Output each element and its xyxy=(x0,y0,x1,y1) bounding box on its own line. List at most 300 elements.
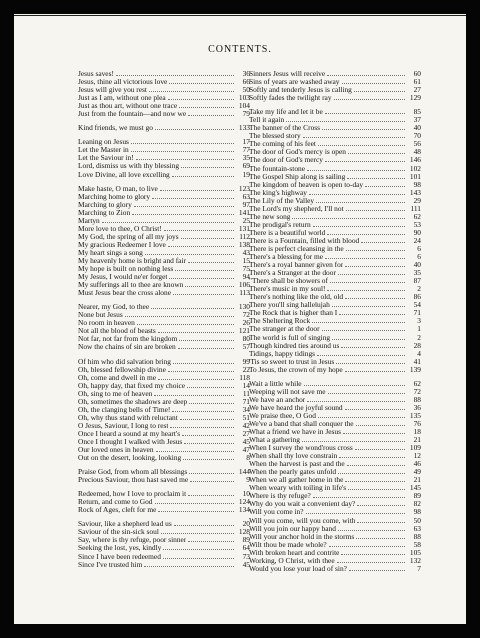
dot-leader xyxy=(348,153,405,154)
contents-entry xyxy=(78,241,250,249)
entry-page-number: 141 xyxy=(238,207,250,217)
contents-entry xyxy=(249,396,421,404)
dot-leader xyxy=(327,290,405,291)
entry-page-number: 26 xyxy=(242,318,250,328)
dot-leader xyxy=(343,433,405,434)
entry-page-number: 112 xyxy=(239,231,250,241)
entry-page-number: 98 xyxy=(413,179,421,189)
dot-leader xyxy=(345,266,405,267)
entry-title: Rock of Ages, cleft for me xyxy=(78,506,157,515)
entry-title: 'Tis so sweet to trust in Jesus xyxy=(249,357,335,366)
dot-leader xyxy=(155,129,234,130)
entry-page-number: 41 xyxy=(413,356,421,366)
contents-entry xyxy=(78,171,250,179)
dot-leader xyxy=(151,308,234,309)
contents-entry xyxy=(249,293,421,301)
contents-entry xyxy=(78,335,250,343)
entry-page-number: 48 xyxy=(413,147,421,157)
contents-entry xyxy=(78,414,250,422)
entry-page-number: 133 xyxy=(238,123,250,133)
dot-leader xyxy=(179,107,234,108)
contents-entry xyxy=(249,86,421,94)
entry-title: Just from the fountain—and now we xyxy=(78,110,187,119)
entry-page-number: 61 xyxy=(413,77,421,87)
entry-title: Jesus saves! xyxy=(78,70,114,78)
entry-title: Marching to Zion xyxy=(78,208,131,217)
contents-entry xyxy=(78,327,250,335)
dot-leader xyxy=(338,473,405,474)
dot-leader xyxy=(325,113,405,114)
entry-title: Praise God, from whom all blessings xyxy=(78,468,188,477)
entry-page-number: 144 xyxy=(238,467,250,477)
entry-page-number: 45 xyxy=(242,436,250,446)
contents-entry xyxy=(249,317,421,325)
dot-leader xyxy=(347,465,405,466)
entry-title: My sufferings all to thee are known xyxy=(78,281,184,290)
dot-leader xyxy=(322,129,405,130)
entry-title: Oh, the clanging bells of Time! xyxy=(78,405,171,414)
entry-page-number: 99 xyxy=(242,356,250,366)
entry-title: Let the Saviour in! xyxy=(78,154,134,163)
dot-leader xyxy=(356,538,405,539)
entry-title: The stranger at the door xyxy=(249,325,320,334)
dot-leader xyxy=(158,379,234,380)
dot-leader xyxy=(144,566,234,567)
entry-title: Wait a little while xyxy=(249,379,302,388)
entry-page-number: 146 xyxy=(409,155,421,165)
entry-page-number: 101 xyxy=(409,171,421,181)
entry-page-number: 24 xyxy=(413,235,421,245)
entry-title: Saviour, like a shepherd lead us xyxy=(78,520,172,529)
contents-entry xyxy=(249,70,421,78)
entry-page-number: 123 xyxy=(238,183,250,193)
entry-page-number: 45 xyxy=(242,559,250,569)
entry-page-number: 43 xyxy=(242,247,250,257)
entry-title: Leaning on Jesus xyxy=(78,138,129,147)
entry-title: No room in heaven xyxy=(78,319,135,328)
dot-leader xyxy=(156,451,234,452)
entry-title: Oh, come and dwell in me xyxy=(78,373,156,382)
entry-page-number: 89 xyxy=(413,491,421,501)
contents-entry xyxy=(78,438,250,446)
dot-leader xyxy=(357,505,405,506)
entry-page-number: 88 xyxy=(413,394,421,404)
dot-leader xyxy=(125,316,234,317)
contents-entry xyxy=(249,420,421,428)
entry-page-number: 15 xyxy=(242,255,250,265)
entry-page-number: 9 xyxy=(246,475,250,485)
entry-page-number: 11 xyxy=(242,388,250,398)
dot-leader xyxy=(188,115,234,116)
contents-entry xyxy=(78,217,250,225)
entry-page-number: 27 xyxy=(413,85,421,95)
contents-entry xyxy=(78,544,250,552)
dot-leader xyxy=(168,99,234,100)
entry-title: Oh, blessed fellowship divine xyxy=(78,365,166,374)
contents-entry xyxy=(78,498,250,506)
entry-page-number: 49 xyxy=(413,467,421,477)
entry-page-number: 76 xyxy=(413,418,421,428)
entry-title: Just as thou art, without one trace xyxy=(78,102,178,111)
entry-page-number: 56 xyxy=(413,139,421,149)
contents-entry xyxy=(249,261,421,269)
dot-leader xyxy=(342,83,405,84)
entry-page-number: 86 xyxy=(413,292,421,302)
contents-entry xyxy=(78,225,250,233)
dot-leader xyxy=(327,234,405,235)
entry-title: The coming of his feet xyxy=(249,140,316,149)
contents-entry xyxy=(78,398,250,406)
dot-leader xyxy=(339,457,405,458)
entry-page-number: 14 xyxy=(242,380,250,390)
entry-page-number: 63 xyxy=(413,523,421,533)
contents-entry xyxy=(249,388,421,396)
entry-title: There is a Fountain, filled with blood xyxy=(249,236,360,245)
dot-leader xyxy=(173,363,234,364)
entry-title: The Lord's my shepherd, I'll not xyxy=(249,204,344,213)
contents-entry xyxy=(249,358,421,366)
dot-leader xyxy=(181,238,234,239)
dot-leader xyxy=(354,91,405,92)
entry-title: There's nothing like the old, old xyxy=(249,293,344,302)
dot-leader xyxy=(161,533,234,534)
dot-leader xyxy=(347,178,405,179)
entry-page-number: 75 xyxy=(242,264,250,274)
dot-leader xyxy=(169,83,234,84)
contents-entry xyxy=(249,325,421,333)
contents-entry xyxy=(249,350,421,358)
dot-leader xyxy=(149,91,234,92)
entry-page-number: 145 xyxy=(409,483,421,493)
entry-page-number: 7 xyxy=(417,563,421,573)
entry-page-number: 6 xyxy=(417,243,421,253)
entry-page-number: 134 xyxy=(238,505,250,515)
entry-title: When we all gather home in the xyxy=(249,476,344,485)
entry-title: Return, and come to God xyxy=(78,498,153,507)
entry-title: We have an anchor xyxy=(249,395,306,404)
dot-leader xyxy=(160,190,234,191)
entry-page-number: 20 xyxy=(242,519,250,529)
entry-title: The fountain-stone xyxy=(249,164,306,173)
entry-page-number: 1 xyxy=(417,324,421,334)
contents-entry xyxy=(78,561,250,569)
dot-leader xyxy=(184,443,234,444)
contents-entry xyxy=(249,309,421,317)
entry-page-number: 37 xyxy=(413,115,421,125)
dot-leader xyxy=(178,348,234,349)
entry-title: Saviour of the sin-sick soul xyxy=(78,528,159,537)
contents-entry xyxy=(78,146,250,154)
entry-title: To Jesus, the crown of my hope xyxy=(249,365,343,374)
entry-page-number: 46 xyxy=(413,459,421,469)
entry-page-number: 94 xyxy=(242,272,250,282)
entry-title: Not all the blood of beasts xyxy=(78,327,156,336)
dot-leader xyxy=(116,75,234,76)
contents-entry xyxy=(78,86,250,94)
contents-entry xyxy=(249,460,421,468)
contents-entry xyxy=(249,285,421,293)
contents-entry xyxy=(78,249,250,257)
dot-leader xyxy=(345,371,405,372)
entry-title: The Lily of the Valley xyxy=(249,196,315,205)
dot-leader xyxy=(172,411,234,412)
entry-title: We praise thee, O God xyxy=(249,411,316,420)
top-border-rule xyxy=(14,15,466,16)
dot-leader xyxy=(182,435,234,436)
entry-page-number: 71 xyxy=(413,308,421,318)
dot-leader xyxy=(339,314,405,315)
dot-leader xyxy=(322,330,405,331)
entry-page-number: 113 xyxy=(239,288,250,298)
entry-title: Oh, sometimes the shadows are deep xyxy=(78,397,188,406)
contents-entry xyxy=(78,446,250,454)
entry-page-number: 121 xyxy=(238,326,250,336)
dot-leader xyxy=(179,340,234,341)
entry-title: There is a beautiful world xyxy=(249,228,326,237)
dot-leader xyxy=(345,298,405,299)
entry-page-number: 6 xyxy=(417,252,421,262)
contents-entry xyxy=(78,162,250,170)
entry-title: Jesus will give you rest xyxy=(78,86,147,95)
contents-entry xyxy=(249,181,421,189)
entry-title: Lord, dismiss us with thy blessing xyxy=(78,162,180,171)
entry-page-number: 88 xyxy=(413,531,421,541)
contents-entry xyxy=(78,520,250,528)
entry-title: Will you join our happy band xyxy=(249,524,336,533)
contents-entry xyxy=(249,277,421,285)
contents-entry xyxy=(249,229,421,237)
entry-title: Kind friends, we must go xyxy=(78,124,153,133)
entry-page-number: 70 xyxy=(413,131,421,141)
entry-page-number: 62 xyxy=(413,211,421,221)
entry-page-number: 18 xyxy=(413,427,421,437)
contents-entry xyxy=(249,380,421,388)
entry-page-number: 50 xyxy=(413,515,421,525)
entry-title: The world is full of singing xyxy=(249,333,331,342)
entry-title: With broken heart and contrite xyxy=(249,548,340,557)
contents-entry xyxy=(249,132,421,140)
entry-title: Oh, why thus stand with reluctant xyxy=(78,413,178,422)
entry-title: Once I heard a sound at my heart's xyxy=(78,429,181,438)
contents-entry xyxy=(78,319,250,327)
entry-page-number: 77 xyxy=(242,145,250,155)
contents-entry xyxy=(78,430,250,438)
entry-page-number: 2 xyxy=(417,332,421,342)
entry-page-number: 29 xyxy=(413,195,421,205)
dot-leader xyxy=(168,371,234,372)
entry-page-number: 54 xyxy=(413,300,421,310)
entry-page-number: 3 xyxy=(417,316,421,326)
entry-title: Oh, happy day, that fixed my choice xyxy=(78,381,186,390)
dot-leader xyxy=(172,176,234,177)
contents-entry xyxy=(249,269,421,277)
entry-title: When weary with toiling in life's xyxy=(249,484,347,493)
entry-title: O Jesus, Saviour, I long to rest xyxy=(78,421,169,430)
entry-title: Our loved ones in heaven xyxy=(78,446,154,455)
hymnal-contents-page xyxy=(14,14,466,624)
dot-leader xyxy=(337,562,405,563)
entry-title: We've a band that shall conquer the xyxy=(249,419,354,428)
entry-page-number: 105 xyxy=(409,547,421,557)
dot-leader xyxy=(155,503,234,504)
entry-page-number: 87 xyxy=(413,276,421,286)
dot-leader xyxy=(292,218,405,219)
contents-entry xyxy=(249,189,421,197)
contents-entry xyxy=(78,138,250,146)
dot-leader xyxy=(170,427,234,428)
entry-title: Let the Master in xyxy=(78,146,129,155)
contents-entry xyxy=(249,237,421,245)
entry-title: The king's highway xyxy=(249,188,307,197)
contents-entry xyxy=(249,452,421,460)
dot-leader xyxy=(318,417,405,418)
entry-page-number: 131 xyxy=(238,223,250,233)
contents-entry xyxy=(78,94,250,102)
entry-title: Sinners Jesus will receive xyxy=(249,70,326,78)
contents-entry xyxy=(78,289,250,297)
dot-leader xyxy=(164,230,234,231)
contents-entry xyxy=(249,557,421,565)
entry-page-number: 40 xyxy=(413,123,421,133)
entry-title: There's music in my soul! xyxy=(249,285,326,294)
dot-leader xyxy=(312,322,405,323)
dot-leader xyxy=(345,481,405,482)
entry-title: My Jesus, I would ne'er forget xyxy=(78,273,168,282)
contents-entry xyxy=(78,506,250,514)
entry-title: My heavenly home is bright and fair xyxy=(78,256,186,265)
contents-entry xyxy=(249,517,421,525)
contents-entry xyxy=(78,536,250,544)
entry-title: Jesus, thine all victorious love xyxy=(78,78,168,87)
dot-leader xyxy=(102,222,234,223)
dot-leader xyxy=(180,419,234,420)
contents-entry xyxy=(78,185,250,193)
contents-entry xyxy=(78,454,250,462)
entry-title: Take my life and let it be xyxy=(249,108,323,117)
entry-title: There's a royal banner given for xyxy=(249,261,344,270)
entry-title: What a gathering xyxy=(249,436,300,445)
dot-leader xyxy=(365,186,405,187)
entry-page-number: 58 xyxy=(413,539,421,549)
dot-leader xyxy=(361,242,405,243)
entry-page-number: 36 xyxy=(242,69,250,78)
entry-title: Marching home to glory xyxy=(78,192,151,201)
dot-leader xyxy=(188,262,234,263)
entry-title: When the harvest is past and the xyxy=(249,460,345,469)
entry-title: Martyn xyxy=(78,216,100,225)
dot-leader xyxy=(187,387,234,388)
dot-leader xyxy=(330,282,405,283)
entry-page-number: 106 xyxy=(238,280,250,290)
entry-page-number: 130 xyxy=(238,302,250,312)
entry-page-number: 98 xyxy=(413,507,421,517)
entry-page-number: 129 xyxy=(409,93,421,103)
contents-entry xyxy=(78,124,250,132)
contents-entry xyxy=(78,265,250,273)
dot-leader xyxy=(318,145,405,146)
contents-entry xyxy=(78,154,250,162)
entry-title: What a friend we have in Jesus xyxy=(249,428,341,437)
contents-entry xyxy=(249,412,421,420)
entry-title: Will you come, will you come, with xyxy=(249,516,356,525)
entry-page-number: 22 xyxy=(242,364,250,374)
dot-leader xyxy=(188,495,234,496)
entry-title: The Gospel Ship along is sailing xyxy=(249,172,346,181)
entry-page-number: 50 xyxy=(242,85,250,95)
dot-leader xyxy=(136,159,234,160)
entry-page-number: 40 xyxy=(413,260,421,270)
contents-entry xyxy=(249,476,421,484)
contents-entry xyxy=(249,492,421,500)
entry-page-number: 8 xyxy=(246,453,250,463)
contents-entry xyxy=(78,468,250,476)
contents-entry xyxy=(249,484,421,492)
dot-leader xyxy=(325,161,405,162)
contents-entry xyxy=(249,301,421,309)
contents-entry xyxy=(249,197,421,205)
entry-page-number: 42 xyxy=(242,420,250,430)
dot-leader xyxy=(328,393,405,394)
contents-entry xyxy=(249,156,421,164)
entry-title: Will you come in? xyxy=(249,508,304,517)
contents-entry xyxy=(249,508,421,516)
entry-page-number: 85 xyxy=(413,107,421,117)
dot-leader xyxy=(183,459,234,460)
entry-page-number: 109 xyxy=(409,443,421,453)
dot-leader xyxy=(346,210,405,211)
entry-page-number: 97 xyxy=(242,199,250,209)
entry-title: My heart sings a song xyxy=(78,248,143,257)
contents-entry xyxy=(249,500,421,508)
entry-title: Not far, not far from the kingdom xyxy=(78,335,178,344)
dot-leader xyxy=(316,202,405,203)
entry-title: Once I thought I walked with Jesus xyxy=(78,437,183,446)
contents-entry xyxy=(249,245,421,253)
entry-title: "There shall be showers of xyxy=(249,277,328,286)
entry-page-number: 62 xyxy=(413,378,421,388)
dot-leader xyxy=(302,441,405,442)
dot-leader xyxy=(286,121,405,122)
contents-entry xyxy=(78,358,250,366)
entry-title: The door of God's mercy xyxy=(249,156,323,165)
contents-entry xyxy=(249,94,421,102)
contents-entry xyxy=(78,406,250,414)
contents-entry xyxy=(78,476,250,484)
entry-title: Since I've trusted him xyxy=(78,560,143,569)
entry-title: The Sheltering Rock xyxy=(249,317,311,326)
dot-leader xyxy=(349,570,405,571)
entry-page-number: 21 xyxy=(413,435,421,445)
entry-title: Nearer, my God, to thee xyxy=(78,303,150,312)
entry-page-number: 35 xyxy=(242,153,250,163)
dot-leader xyxy=(190,481,234,482)
entry-title: There is perfect cleansing in the xyxy=(249,244,344,253)
contents-entry xyxy=(249,108,421,116)
entry-title: Must Jesus bear the cross alone xyxy=(78,289,171,298)
contents-entry xyxy=(78,382,250,390)
entry-title: Wilt thou be made whole? xyxy=(249,540,327,549)
page-title: CONTENTS. xyxy=(208,44,272,55)
entry-page-number: 128 xyxy=(238,527,250,537)
entry-title: My gracious Redeemer I love xyxy=(78,240,166,249)
contents-entry xyxy=(78,528,250,536)
dot-leader xyxy=(346,250,405,251)
dot-leader xyxy=(338,274,405,275)
dot-leader xyxy=(175,270,234,271)
dot-leader xyxy=(152,198,234,199)
dot-leader xyxy=(158,332,234,333)
entry-title: Say, where is thy refuge, poor sinner xyxy=(78,536,187,545)
